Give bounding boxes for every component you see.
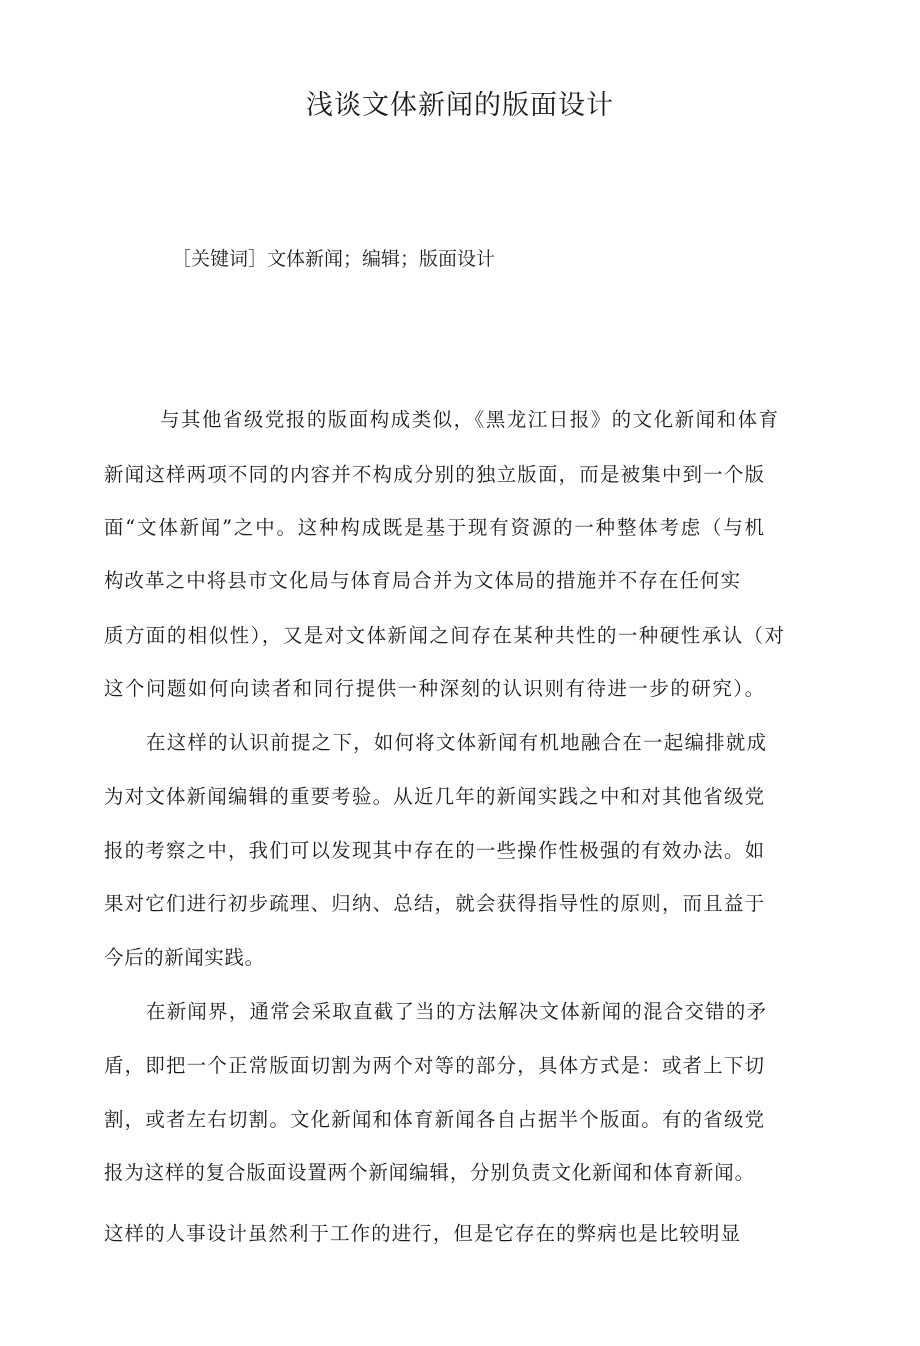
body-line: 新闻这样两项不同的内容并不构成分别的独立版面，而是被集中到一个版 [104,463,766,486]
body-line: 在这样的认识前提之下，如何将文体新闻有机地融合在一起编排就成 [146,731,768,754]
body-line: 报的考察之中，我们可以发现其中存在的一些操作性极强的有效办法。如 [104,839,766,862]
body-line: 盾，即把一个正常版面切割为两个对等的部分，具体方式是：或者上下切 [104,1054,766,1077]
document-title: 浅谈文体新闻的版面设计 [306,90,614,121]
body-line: 报为这样的复合版面设置两个新闻编辑，分别负责文化新闻和体育新闻。 [104,1161,755,1184]
body-line: 今后的新闻实践。 [104,946,265,969]
body-line: 割，或者左右切割。文化新闻和体育新闻各自占据半个版面。有的省级党 [104,1108,766,1131]
body-line: 在新闻界，通常会采取直截了当的方法解决文体新闻的混合交错的矛 [146,1000,768,1023]
body-line: 果对它们进行初步疏理、归纳、总结，就会获得指导性的原则，而且益于 [104,892,766,915]
body-line: 与其他省级党报的版面构成类似，《黑龙江日报》的文化新闻和体育 [160,408,780,431]
body-line: 这样的人事设计虽然利于工作的进行，但是它存在的弊病也是比较明显 [104,1222,742,1245]
body-line: 这个问题如何向读者和同行提供一种深刻的认识则有待进一步的研究）。 [104,677,766,700]
body-line: 面“文体新闻”之中。这种构成既是基于现有资源的一种整体考虑（与机 [104,516,766,539]
body-line: 构改革之中将县市文化局与体育局合并为文体局的措施并不存在任何实 [104,569,742,592]
body-line: 质方面的相似性），又是对文体新闻之间存在某种共性的一种硬性承认（对 [104,624,786,647]
keywords-line: ［关键词］文体新闻；编辑；版面设计 [172,248,496,270]
body-line: 为对文体新闻编辑的重要考验。从近几年的新闻实践之中和对其他省级党 [104,785,766,808]
